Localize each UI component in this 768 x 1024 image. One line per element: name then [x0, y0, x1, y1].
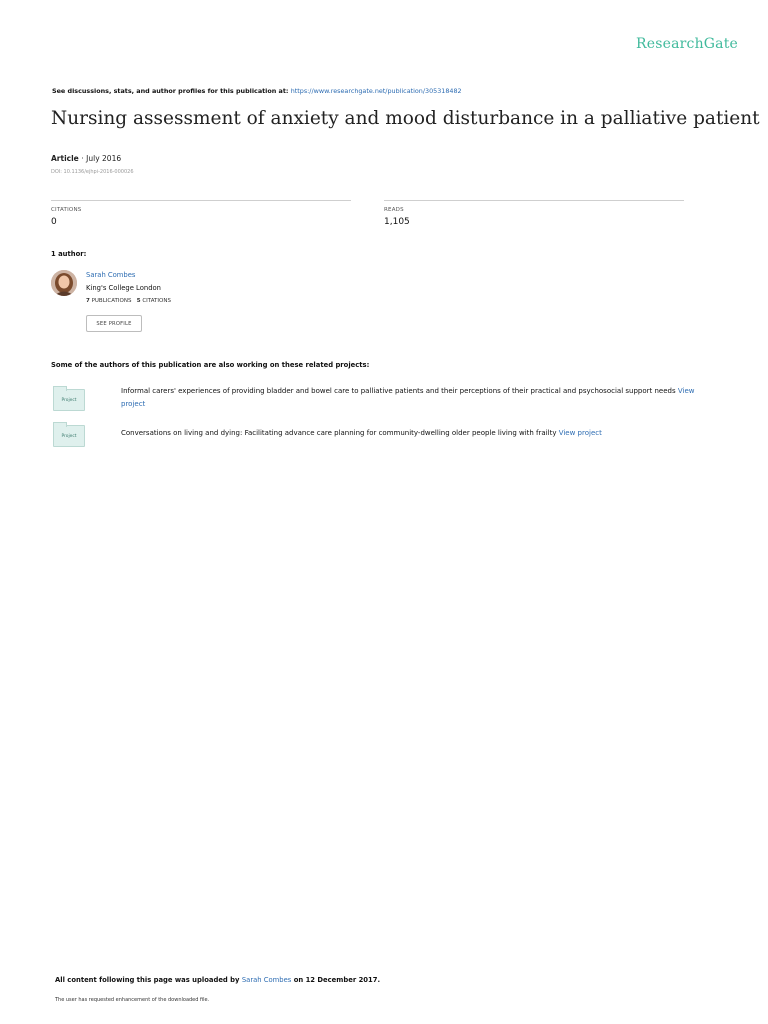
upload-suffix: on 12 December 2017. [293, 976, 381, 984]
researchgate-logo[interactable]: ResearchGate [636, 36, 739, 52]
author-avatar[interactable] [51, 270, 77, 296]
citations-divider [51, 200, 351, 201]
related-projects-heading: Some of the authors of this publication are also working on these related projects: [51, 361, 370, 369]
author-photo-icon [51, 270, 77, 296]
view-project-link[interactable]: View project [558, 429, 602, 437]
author-stats [86, 298, 171, 304]
author-citations-count: 5 [136, 298, 141, 304]
publication-title: Nursing assessment of anxiety and mood disturbance in a palliative patient [51, 108, 760, 129]
project-icon-label: Project [61, 397, 77, 403]
project-folder-icon[interactable] [53, 389, 85, 411]
citations-label: CITATIONS [51, 207, 82, 213]
publication-doi[interactable]: DOI: 10.1136/ejhpi-2016-000026 [51, 169, 134, 175]
project-icon-label: Project [61, 433, 77, 439]
discussion-prefix: See discussions, stats, and author profiles for this publication at: [52, 87, 289, 95]
enhancement-note: The user has requested enhancement of the downloaded file. [55, 997, 210, 1003]
uploader-link[interactable]: Sarah Combes [241, 976, 292, 984]
citations-value: 0 [51, 217, 57, 227]
project-title: Conversations on living and dying: Facilitating advance care planning for community-dwelling older people living with frailty [121, 429, 557, 437]
publication-meta [51, 154, 121, 163]
discussion-notice [52, 87, 462, 95]
author-name-link[interactable]: Sarah Combes [86, 271, 136, 279]
publication-date: · July 2016 [81, 154, 122, 163]
reads-label: READS [384, 207, 404, 213]
upload-prefix: All content following this page was uploaded by [55, 976, 240, 984]
author-publications-count: 7 [86, 298, 90, 304]
project-item [121, 427, 711, 440]
authors-heading: 1 author: [51, 250, 87, 258]
view-project-link[interactable]: View project [121, 387, 695, 408]
publication-type: Article [51, 154, 79, 163]
see-profile-button[interactable]: SEE PROFILE [86, 315, 142, 332]
project-title: Informal carers' experiences of providing bladder and bowel care to palliative patients and their perceptions of their practical and psychosocial support needs [121, 387, 676, 395]
author-institution: King's College London [86, 284, 161, 292]
author-publications-label: PUBLICATIONS [91, 298, 132, 304]
author-citations-label: CITATIONS [142, 298, 171, 304]
upload-notice [55, 976, 380, 984]
project-item [121, 385, 711, 410]
reads-value: 1,105 [384, 217, 410, 227]
project-folder-icon[interactable] [53, 425, 85, 447]
publication-url-link[interactable]: https://www.researchgate.net/publication/305318482 [290, 87, 462, 95]
reads-divider [384, 200, 684, 201]
